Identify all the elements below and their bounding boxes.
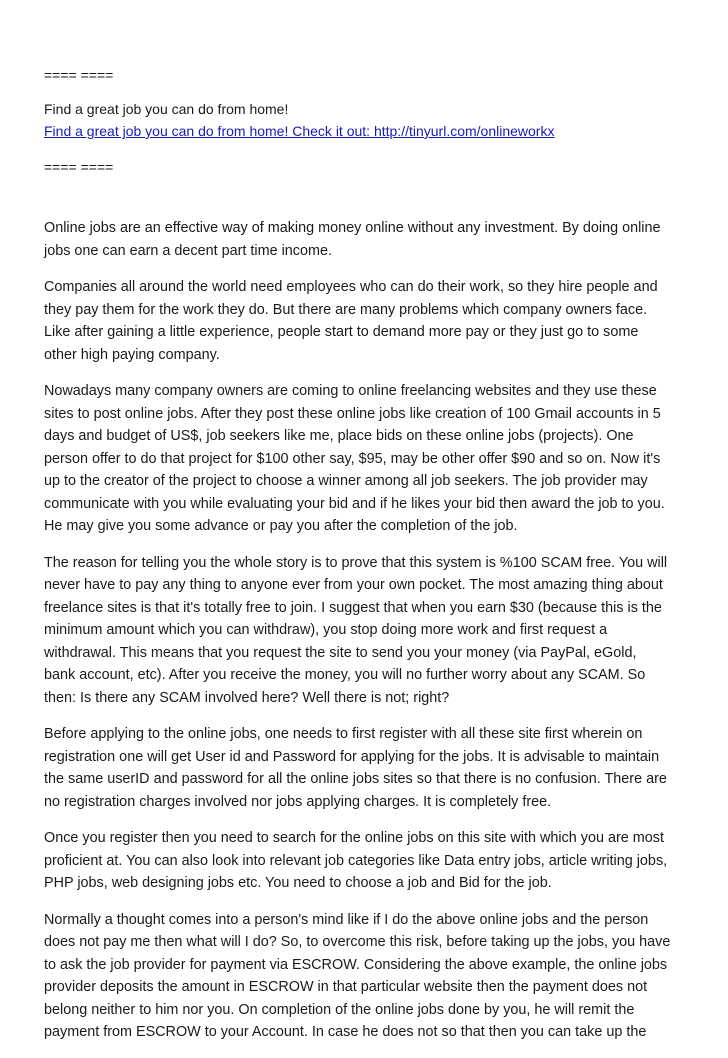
paragraph-line: provider deposits the amount in ESCROW in that particular website then the payment does not (44, 979, 648, 995)
paragraph (44, 827, 694, 895)
document-page (44, 64, 694, 1058)
paragraph-line: minimum amount which you can withdraw), you stop doing more work and first request a (44, 622, 608, 638)
paragraph-line: The reason for telling you the whole story is to prove that this system is %100 SCAM free. You will (44, 554, 668, 571)
paragraph-line: then: Is there any SCAM involved here? Well there is not; right? (44, 689, 450, 706)
paragraph-line: belong neither to him nor you. On completion of the online jobs done by you, he will remit the (44, 1001, 635, 1018)
paragraph-line: He may give you some advance or pay you after the completion of the job. (44, 518, 518, 534)
paragraph-line: freelance sites is that it's totally free to join. I suggest that when you earn $30 (because this is the (44, 599, 662, 616)
paragraph-line: Like after gaining a little experience, people start to demand more pay or they just go to some (44, 324, 639, 340)
paragraph-line: Companies all around the world need employees who can do their work, so they hire people and (44, 279, 658, 295)
paragraph-line: communicate with you while evaluating your bid and if he likes your bid then award the job to you. (44, 495, 665, 512)
paragraph-line: withdrawal. This means that you request the site to send you your money (via PayPal, eGold, (44, 644, 637, 661)
article-body (44, 217, 694, 1044)
paragraph-line: Before applying to the online jobs, one needs to first register with all these site first wherein on (44, 726, 643, 742)
paragraph-line: bank account, etc). After you receive the money, you will no further worry about any SCAM. So (44, 667, 646, 683)
separator-bottom: ==== ==== (44, 159, 114, 175)
paragraph-line: other high paying company. (44, 346, 220, 363)
paragraph (44, 217, 694, 262)
paragraph-line: never have to pay any thing to anyone ever from your own pocket. The most amazing thing about (44, 577, 663, 593)
paragraph-line: Normally a thought comes into a person's mind like if I do the above online jobs and the person (44, 911, 649, 928)
paragraph-line: Once you register then you need to search for the online jobs on this site with which you are most (44, 830, 664, 846)
header-link[interactable]: Find a great job you can do from home! Check it out: http://tinyurl.com/onlineworkx (44, 123, 555, 139)
paragraph (44, 276, 694, 366)
paragraph (44, 723, 694, 813)
paragraph (44, 380, 694, 538)
paragraph-line: proficient at. You can also look into relevant job categories like Data entry jobs, article writing jobs, (44, 852, 668, 869)
paragraph-line: sites to post online jobs. After they post these online jobs like creation of 100 Gmail accounts in 5 (44, 405, 661, 422)
header-title: Find a great job you can do from home! (44, 101, 289, 117)
paragraph-line: person offer to do that project for $100 other say, $95, may be other offer $90 and so on. Now it's (44, 450, 661, 467)
paragraph (44, 552, 694, 710)
paragraph-line: registration one will get User id and Password for applying for the jobs. It is advisable to maintain (44, 748, 660, 765)
paragraph (44, 909, 694, 1044)
paragraph-line: the same userID and password for all the online jobs sites so that there is no confusion. There are (44, 771, 667, 787)
paragraph-line: up to the creator of the project to choose a winner among all job seekers. The job provider may (44, 473, 648, 489)
paragraph-line: PHP jobs, web designing jobs etc. You need to choose a job and Bid for the job. (44, 875, 552, 891)
separator-top: ==== ==== (44, 67, 114, 83)
paragraph-line: they pay them for the work they do. But there are many problems which company owners face. (44, 301, 648, 318)
paragraph-line: Online jobs are an effective way of making money online without any investment. By doing online (44, 220, 661, 236)
paragraph-line: to ask the job provider for payment via ESCROW. Considering the above example, the online jobs (44, 956, 668, 973)
paragraph-line: days and budget of US$, job seekers like me, place bids on these online jobs (projects). One (44, 428, 634, 444)
paragraph-line: jobs one can earn a decent part time income. (44, 242, 332, 259)
paragraph-line: Nowadays many company owners are coming to online freelancing websites and they use these (44, 383, 657, 399)
paragraph-line: payment from ESCROW to your Account. In case he does not so that then you can take up the (44, 1024, 647, 1040)
paragraph-line: no registration charges involved nor jobs applying charges. It is completely free. (44, 793, 552, 810)
paragraph-line: does not pay me then what will I do? So, to overcome this risk, before taking up the jobs, you have (44, 934, 671, 950)
